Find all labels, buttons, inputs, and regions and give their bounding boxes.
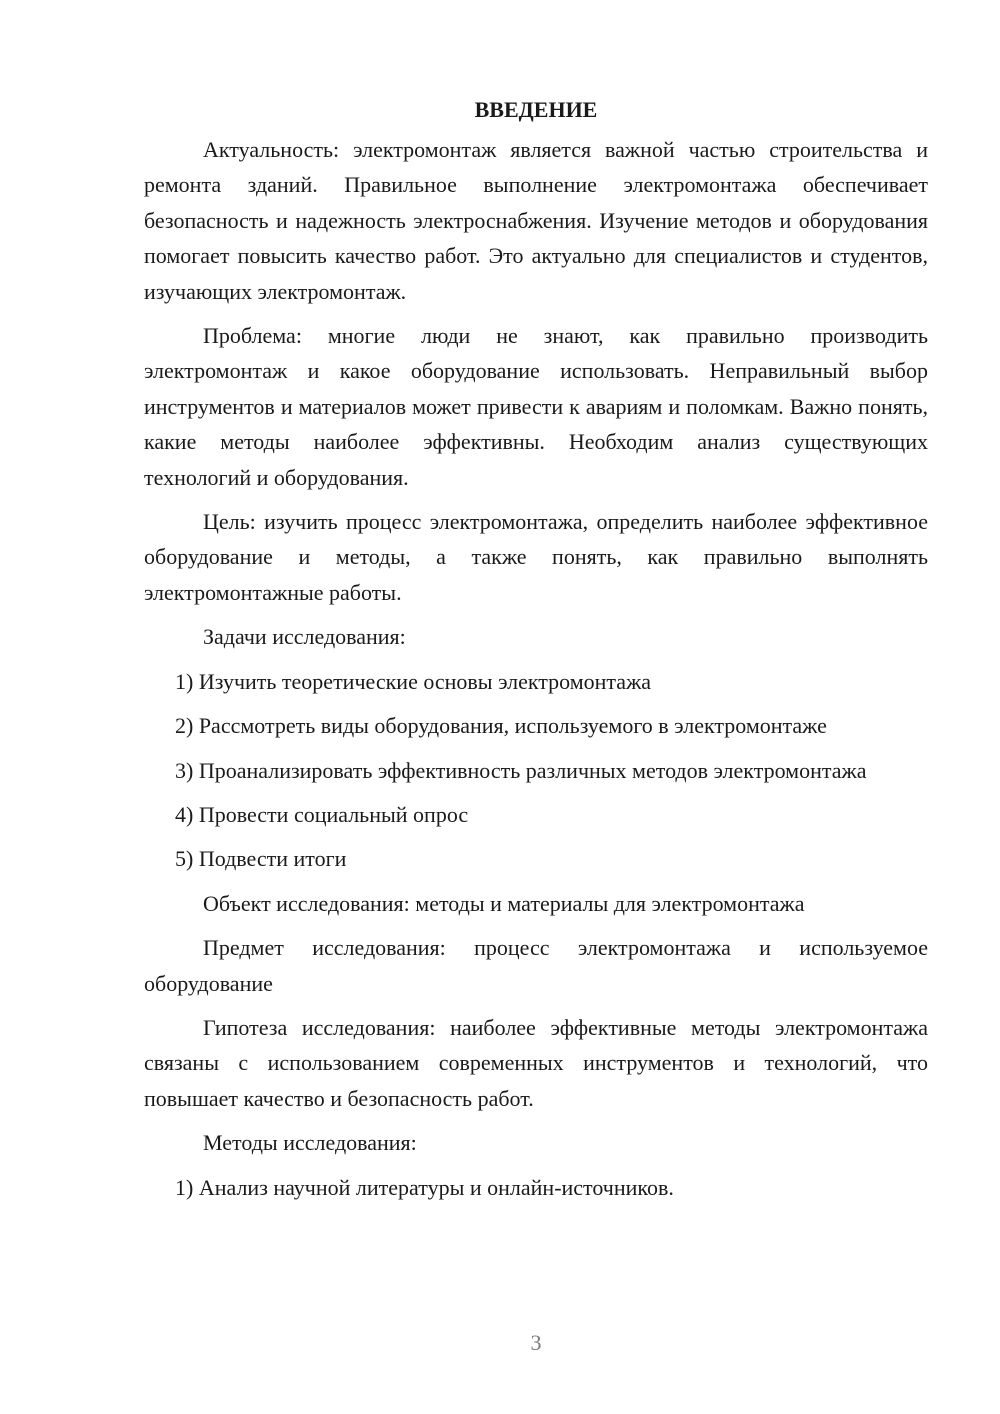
paragraph-goal: Цель: изучить процесс электромонтажа, определить наиболее эффективное оборудование и методы, а также понять, как правильно выполнять электромонтажные работы.	[144, 509, 928, 605]
method-item-1: 1) Анализ научной литературы и онлайн-источников.	[175, 1174, 674, 1200]
task-item-5: 5) Подвести итоги	[175, 846, 347, 872]
page-number: 3	[530, 1330, 542, 1355]
task-item-4: 4) Провести социальный опрос	[175, 801, 469, 827]
paragraph-subject: Предмет исследования: процесс электромонтажа и используемое оборудование	[144, 935, 928, 996]
page-title: ВВЕДЕНИЕ	[474, 97, 598, 122]
paragraph-object: Объект исследования: методы и материалы для электромонтажа	[203, 890, 805, 916]
paragraph-tasks-heading: Задачи исследования:	[203, 624, 406, 650]
paragraph-methods-heading: Методы исследования:	[203, 1130, 417, 1156]
task-item-3: 3) Проанализировать эффективность различных методов электромонтажа	[175, 757, 867, 783]
paragraph-hypothesis: Гипотеза исследования: наиболее эффективные методы электромонтажа связаны с использованием современных инструментов и технологий, что повышает качество и безопасность работ.	[144, 1014, 928, 1111]
task-item-2: 2) Рассмотреть виды оборудования, используемого в электромонтаже	[175, 713, 827, 739]
paragraph-relevance: Актуальность: электромонтаж является важной частью строительства и ремонта зданий. Правильное выполнение электромонтажа обеспечивает безопасность и надежность электроснабжения. Изучение методов и оборудования помогает повысить качество работ. Это актуально для специалистов и студентов, изучающих электромонтаж.	[144, 137, 928, 304]
task-item-1: 1) Изучить теоретические основы электромонтажа	[175, 668, 652, 694]
page-content	[144, 92, 928, 1214]
paragraph-problem: Проблема: многие люди не знают, как правильно производить электромонтаж и какое оборудование использовать. Неправильный выбор инструментов и материалов может привести к авариям и поломкам. Важно понять, какие методы наиболее эффективны. Необходим анализ существующих технологий и оборудования.	[144, 323, 928, 490]
